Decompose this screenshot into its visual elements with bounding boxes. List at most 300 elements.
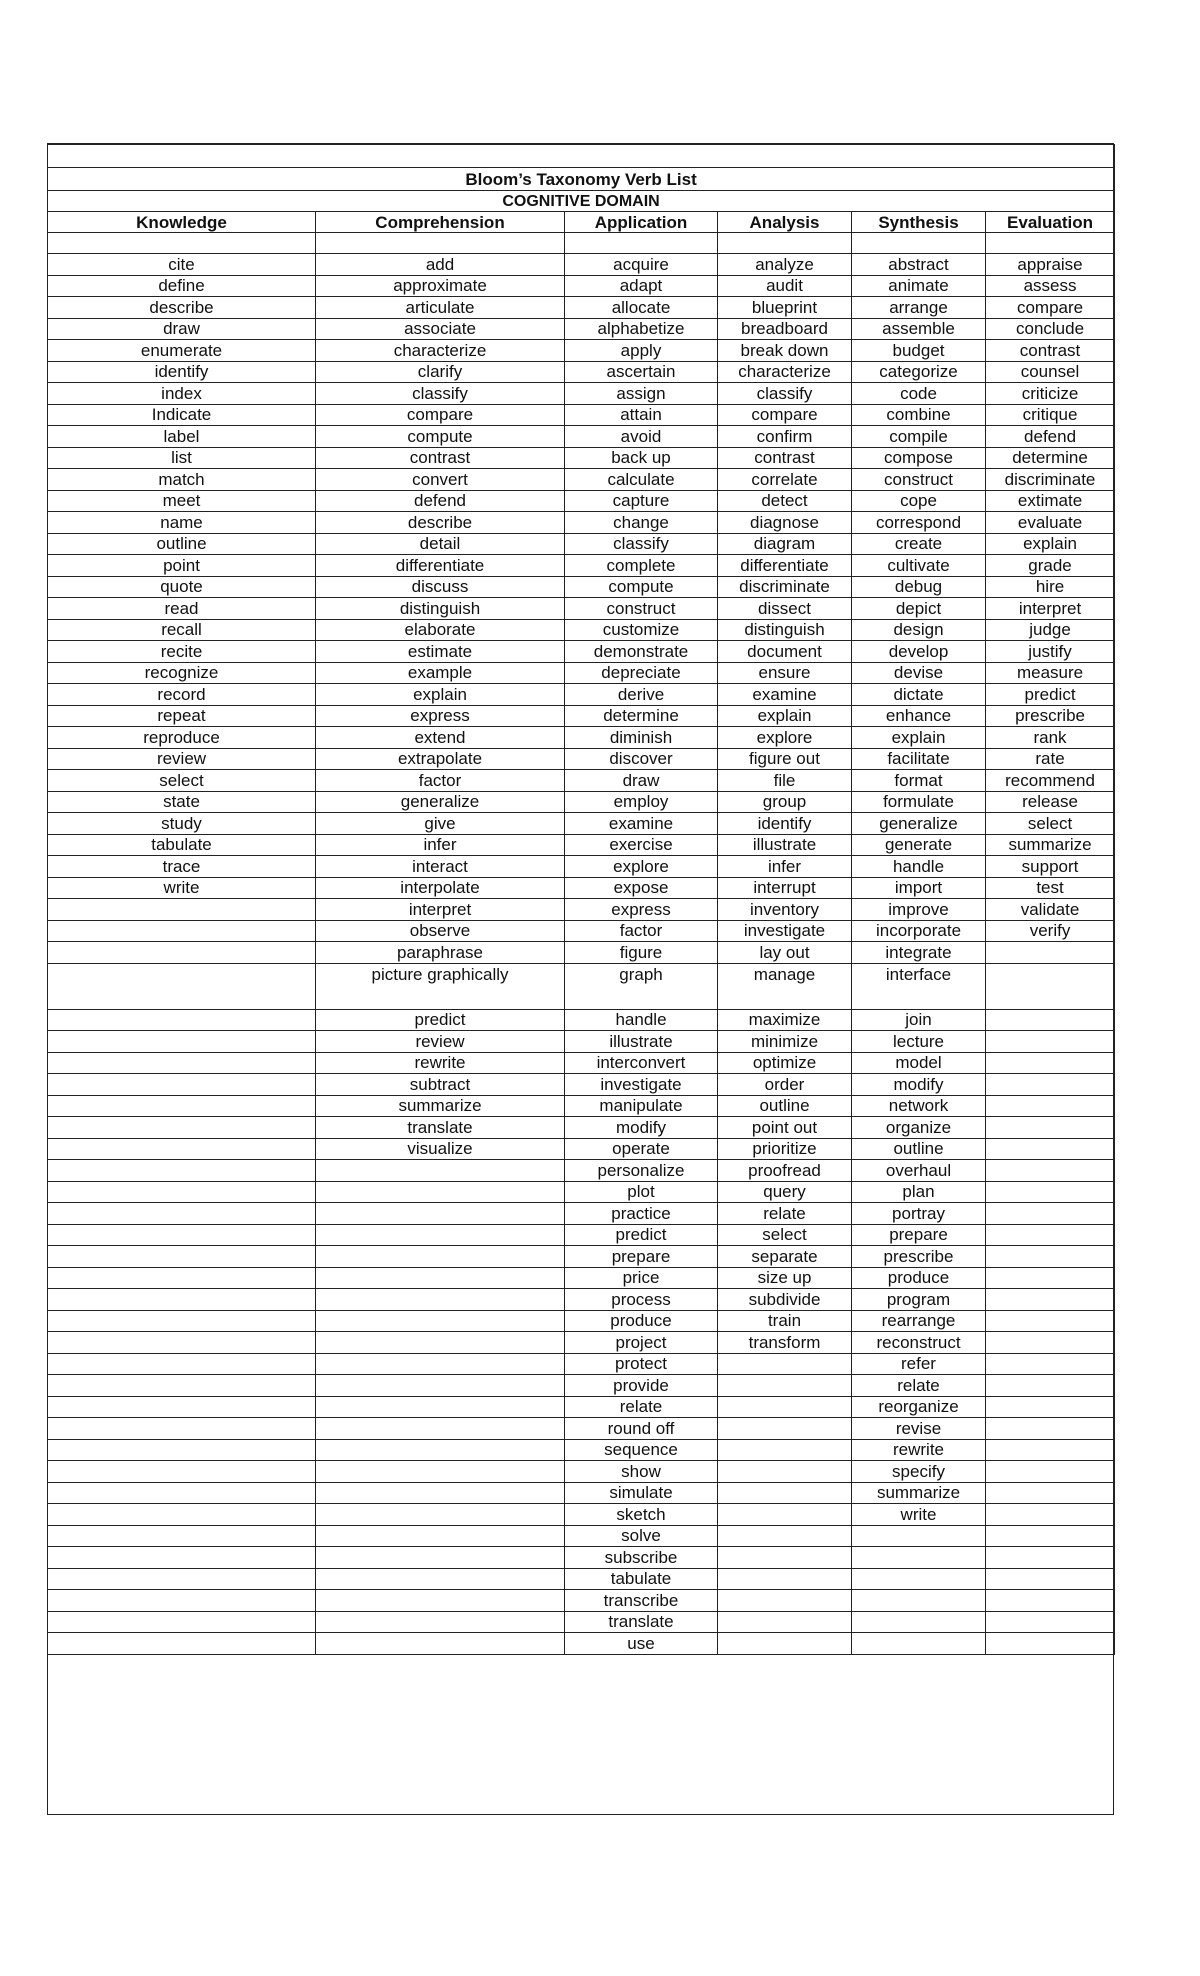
table-row [48, 662, 1115, 684]
verb-cell-knowledge: match [48, 469, 316, 491]
empty-cell [48, 1590, 316, 1612]
verb-cell-comprehension: convert [316, 469, 565, 491]
table-row [48, 275, 1115, 297]
verb-cell-comprehension: example [316, 662, 565, 684]
verb-cell-knowledge: tabulate [48, 834, 316, 856]
verb-cell-synthesis: summarize [852, 1482, 986, 1504]
verb-cell-analysis: explain [718, 705, 852, 727]
verb-cell-knowledge: repeat [48, 705, 316, 727]
verb-cell-application: project [565, 1332, 718, 1354]
verb-cell-synthesis: produce [852, 1267, 986, 1289]
verb-cell-application: express [565, 899, 718, 921]
table-row [48, 318, 1115, 340]
verb-cell-application: depreciate [565, 662, 718, 684]
verb-cell-synthesis: dictate [852, 684, 986, 706]
empty-cell [718, 1547, 852, 1569]
verb-cell-synthesis: construct [852, 469, 986, 491]
column-header-row [48, 212, 1115, 233]
empty-cell [316, 1418, 565, 1440]
empty-cell [986, 1310, 1115, 1332]
table-row [48, 1504, 1115, 1526]
verb-cell-application: translate [565, 1611, 718, 1633]
empty-cell [48, 1547, 316, 1569]
verb-cell-application: price [565, 1267, 718, 1289]
empty-cell [48, 1353, 316, 1375]
verb-cell-knowledge: read [48, 598, 316, 620]
verb-cell-comprehension: estimate [316, 641, 565, 663]
verb-cell-analysis: confirm [718, 426, 852, 448]
table-row [48, 1461, 1115, 1483]
empty-cell [986, 1117, 1115, 1139]
empty-cell [316, 1504, 565, 1526]
table-row [48, 1203, 1115, 1225]
verb-cell-comprehension: differentiate [316, 555, 565, 577]
verb-cell-application: operate [565, 1138, 718, 1160]
verb-cell-synthesis: compile [852, 426, 986, 448]
verb-cell-analysis: classify [718, 383, 852, 405]
empty-cell [986, 1461, 1115, 1483]
table-row [48, 533, 1115, 555]
table-row [48, 770, 1115, 792]
verb-cell-synthesis: enhance [852, 705, 986, 727]
empty-cell [316, 1181, 565, 1203]
verb-cell-knowledge: point [48, 555, 316, 577]
table-row [48, 856, 1115, 878]
verb-cell-knowledge: describe [48, 297, 316, 319]
verb-cell-application: derive [565, 684, 718, 706]
verb-cell-analysis: dissect [718, 598, 852, 620]
verb-cell-synthesis: model [852, 1052, 986, 1074]
empty-cell [316, 1482, 565, 1504]
empty-cell [718, 1396, 852, 1418]
verb-cell-synthesis: cope [852, 490, 986, 512]
empty-cell [986, 1547, 1115, 1569]
domain-row [48, 191, 1115, 212]
table-row [48, 1418, 1115, 1440]
verb-cell-comprehension: rewrite [316, 1052, 565, 1074]
verb-cell-synthesis: explain [852, 727, 986, 749]
empty-cell [718, 1611, 852, 1633]
empty-cell [986, 1590, 1115, 1612]
table-row [48, 619, 1115, 641]
empty-cell [986, 1418, 1115, 1440]
empty-cell [48, 1461, 316, 1483]
empty-cell [718, 1504, 852, 1526]
verb-cell-synthesis: lecture [852, 1031, 986, 1053]
empty-cell [852, 1568, 986, 1590]
verb-cell-synthesis: revise [852, 1418, 986, 1440]
verb-cell-application: alphabetize [565, 318, 718, 340]
verb-cell-comprehension: predict [316, 1009, 565, 1031]
verb-cell-knowledge: cite [48, 254, 316, 276]
verb-table [47, 144, 1115, 1655]
verb-cell-synthesis: import [852, 877, 986, 899]
empty-cell [48, 1568, 316, 1590]
empty-cell [316, 1633, 565, 1655]
verb-cell-analysis: contrast [718, 447, 852, 469]
empty-cell [986, 1439, 1115, 1461]
verb-cell-application: adapt [565, 275, 718, 297]
verb-cell-comprehension: interact [316, 856, 565, 878]
verb-cell-evaluation: contrast [986, 340, 1115, 362]
verb-cell-application: allocate [565, 297, 718, 319]
verb-cell-evaluation: evaluate [986, 512, 1115, 534]
verb-cell-application: sequence [565, 1439, 718, 1461]
empty-cell [986, 1246, 1115, 1268]
verb-cell-application: exercise [565, 834, 718, 856]
table-row [48, 404, 1115, 426]
empty-cell [48, 1332, 316, 1354]
empty-cell [316, 1590, 565, 1612]
verb-cell-comprehension: extrapolate [316, 748, 565, 770]
verb-cell-application: illustrate [565, 1031, 718, 1053]
verb-cell-comprehension: discuss [316, 576, 565, 598]
empty-cell [316, 1439, 565, 1461]
verb-cell-evaluation: determine [986, 447, 1115, 469]
verb-cell-synthesis: assemble [852, 318, 986, 340]
empty-cell [48, 1095, 316, 1117]
verb-cell-synthesis: relate [852, 1375, 986, 1397]
verb-cell-knowledge: state [48, 791, 316, 813]
verb-cell-knowledge: recognize [48, 662, 316, 684]
verb-cell-analysis: transform [718, 1332, 852, 1354]
table-row [48, 254, 1115, 276]
verb-cell-evaluation: justify [986, 641, 1115, 663]
verb-cell-analysis: minimize [718, 1031, 852, 1053]
verb-cell-synthesis: depict [852, 598, 986, 620]
verb-cell-application: process [565, 1289, 718, 1311]
empty-cell [48, 1203, 316, 1225]
verb-cell-evaluation: recommend [986, 770, 1115, 792]
verb-cell-analysis: outline [718, 1095, 852, 1117]
verb-cell-synthesis: debug [852, 576, 986, 598]
verb-cell-knowledge: recite [48, 641, 316, 663]
empty-cell [986, 1482, 1115, 1504]
verb-cell-analysis: examine [718, 684, 852, 706]
verb-cell-analysis: correlate [718, 469, 852, 491]
verb-cell-knowledge: trace [48, 856, 316, 878]
verb-cell-knowledge: index [48, 383, 316, 405]
verb-cell-evaluation: verify [986, 920, 1115, 942]
verb-cell-evaluation: hire [986, 576, 1115, 598]
empty-cell [316, 1568, 565, 1590]
verb-cell-evaluation: validate [986, 899, 1115, 921]
empty-cell [48, 1396, 316, 1418]
verb-cell-application: graph [565, 963, 718, 1009]
table-row [48, 512, 1115, 534]
table-row [48, 813, 1115, 835]
verb-cell-synthesis: reorganize [852, 1396, 986, 1418]
empty-cell [718, 1590, 852, 1612]
verb-cell-evaluation: support [986, 856, 1115, 878]
verb-cell-synthesis: generate [852, 834, 986, 856]
table-row [48, 1181, 1115, 1203]
table-row [48, 791, 1115, 813]
verb-cell-analysis: identify [718, 813, 852, 835]
empty-cell [316, 1461, 565, 1483]
verb-cell-knowledge: identify [48, 361, 316, 383]
verb-cell-comprehension: generalize [316, 791, 565, 813]
verb-cell-analysis: discriminate [718, 576, 852, 598]
table-row [48, 899, 1115, 921]
verb-cell-evaluation: prescribe [986, 705, 1115, 727]
table-row [48, 1482, 1115, 1504]
verb-cell-analysis: differentiate [718, 555, 852, 577]
empty-cell [986, 1375, 1115, 1397]
verb-cell-evaluation: criticize [986, 383, 1115, 405]
verb-cell-application: capture [565, 490, 718, 512]
table-row [48, 877, 1115, 899]
verb-cell-evaluation: assess [986, 275, 1115, 297]
verb-cell-application: simulate [565, 1482, 718, 1504]
verb-cell-knowledge: outline [48, 533, 316, 555]
table-row [48, 1590, 1115, 1612]
verb-cell-knowledge: Indicate [48, 404, 316, 426]
table-row [48, 834, 1115, 856]
empty-cell [48, 1504, 316, 1526]
empty-cell [48, 1031, 316, 1053]
verb-cell-evaluation: measure [986, 662, 1115, 684]
verb-cell-analysis: manage [718, 963, 852, 1009]
empty-cell [48, 1181, 316, 1203]
verb-cell-application: classify [565, 533, 718, 555]
verb-cell-knowledge: enumerate [48, 340, 316, 362]
verb-cell-evaluation: judge [986, 619, 1115, 641]
verb-cell-knowledge: name [48, 512, 316, 534]
verb-cell-application: discover [565, 748, 718, 770]
verb-cell-comprehension: compute [316, 426, 565, 448]
verb-cell-analysis: analyze [718, 254, 852, 276]
verb-cell-application: diminish [565, 727, 718, 749]
table-row [48, 1568, 1115, 1590]
verb-cell-analysis: separate [718, 1246, 852, 1268]
verb-cell-synthesis: write [852, 1504, 986, 1526]
verb-cell-synthesis: organize [852, 1117, 986, 1139]
verb-cell-analysis: group [718, 791, 852, 813]
verb-cell-knowledge: study [48, 813, 316, 835]
verb-cell-analysis: select [718, 1224, 852, 1246]
verb-cell-comprehension: give [316, 813, 565, 835]
empty-cell [718, 1568, 852, 1590]
table-row [48, 426, 1115, 448]
verb-cell-application: employ [565, 791, 718, 813]
empty-cell [316, 1160, 565, 1182]
table-row [48, 748, 1115, 770]
verb-cell-synthesis: join [852, 1009, 986, 1031]
table-row [48, 1117, 1115, 1139]
empty-cell [48, 942, 316, 964]
verb-cell-analysis: distinguish [718, 619, 852, 641]
empty-cell [852, 1633, 986, 1655]
empty-cell [986, 1052, 1115, 1074]
verb-cell-analysis: size up [718, 1267, 852, 1289]
verb-cell-synthesis: specify [852, 1461, 986, 1483]
verb-cell-comprehension: paraphrase [316, 942, 565, 964]
verb-cell-application: construct [565, 598, 718, 620]
empty-cell [316, 1203, 565, 1225]
page-title: Bloom’s Taxonomy Verb List [48, 168, 1115, 191]
verb-cell-analysis: order [718, 1074, 852, 1096]
empty-cell [718, 1461, 852, 1483]
empty-cell [48, 1009, 316, 1031]
verb-cell-synthesis: cultivate [852, 555, 986, 577]
verb-cell-evaluation: critique [986, 404, 1115, 426]
verb-cell-synthesis: formulate [852, 791, 986, 813]
empty-cell [48, 1117, 316, 1139]
empty-cell [986, 1611, 1115, 1633]
verb-cell-analysis: relate [718, 1203, 852, 1225]
empty-cell [986, 1289, 1115, 1311]
empty-cell [718, 1353, 852, 1375]
verb-cell-knowledge: select [48, 770, 316, 792]
empty-cell [316, 1353, 565, 1375]
verb-cell-knowledge: list [48, 447, 316, 469]
empty-cell [986, 1074, 1115, 1096]
empty-cell [316, 1289, 565, 1311]
empty-cell [986, 1009, 1115, 1031]
verb-cell-comprehension: explain [316, 684, 565, 706]
table-row [48, 1074, 1115, 1096]
empty-cell [316, 1267, 565, 1289]
verb-cell-analysis: train [718, 1310, 852, 1332]
table-row [48, 942, 1115, 964]
verb-cell-comprehension: visualize [316, 1138, 565, 1160]
verb-cell-evaluation: conclude [986, 318, 1115, 340]
verb-cell-analysis: maximize [718, 1009, 852, 1031]
table-row [48, 340, 1115, 362]
empty-cell [316, 1332, 565, 1354]
verb-cell-application: compute [565, 576, 718, 598]
verb-cell-application: predict [565, 1224, 718, 1246]
table-row [48, 684, 1115, 706]
verb-cell-knowledge: write [48, 877, 316, 899]
verb-cell-evaluation: explain [986, 533, 1115, 555]
verb-cell-synthesis: reconstruct [852, 1332, 986, 1354]
verb-cell-synthesis: prescribe [852, 1246, 986, 1268]
table-row [48, 1611, 1115, 1633]
verb-cell-synthesis: correspond [852, 512, 986, 534]
verb-cell-synthesis: animate [852, 275, 986, 297]
verb-cell-application: prepare [565, 1246, 718, 1268]
verb-cell-application: subscribe [565, 1547, 718, 1569]
empty-cell [48, 1138, 316, 1160]
verb-cell-comprehension: describe [316, 512, 565, 534]
empty-cell [316, 1375, 565, 1397]
verb-cell-application: protect [565, 1353, 718, 1375]
table-row [48, 1224, 1115, 1246]
empty-cell [986, 1160, 1115, 1182]
empty-cell [986, 1031, 1115, 1053]
empty-cell [48, 1611, 316, 1633]
verb-cell-evaluation: defend [986, 426, 1115, 448]
verb-cell-synthesis: refer [852, 1353, 986, 1375]
empty-cell [316, 1547, 565, 1569]
verb-cell-analysis: figure out [718, 748, 852, 770]
verb-cell-application: use [565, 1633, 718, 1655]
table-row [48, 1267, 1115, 1289]
verb-cell-analysis: proofread [718, 1160, 852, 1182]
verb-cell-application: attain [565, 404, 718, 426]
empty-cell [986, 1568, 1115, 1590]
verb-cell-synthesis: arrange [852, 297, 986, 319]
verb-cell-evaluation: interpret [986, 598, 1115, 620]
empty-cell [48, 1074, 316, 1096]
verb-cell-application: back up [565, 447, 718, 469]
verb-cell-application: acquire [565, 254, 718, 276]
table-row [48, 1009, 1115, 1031]
verb-cell-knowledge: quote [48, 576, 316, 598]
verb-cell-synthesis: compose [852, 447, 986, 469]
empty-cell [852, 1547, 986, 1569]
verb-cell-application: customize [565, 619, 718, 641]
verb-cell-application: explore [565, 856, 718, 878]
verb-cell-application: avoid [565, 426, 718, 448]
column-header-knowledge: Knowledge [48, 212, 316, 233]
table-row [48, 469, 1115, 491]
verb-cell-analysis: file [718, 770, 852, 792]
empty-cell [48, 1525, 316, 1547]
verb-cell-application: relate [565, 1396, 718, 1418]
verb-cell-synthesis: improve [852, 899, 986, 921]
table-row [48, 576, 1115, 598]
table-row [48, 447, 1115, 469]
verb-cell-application: demonstrate [565, 641, 718, 663]
verb-cell-synthesis: combine [852, 404, 986, 426]
verb-cell-comprehension: translate [316, 1117, 565, 1139]
empty-cell [718, 1418, 852, 1440]
empty-cell [48, 1482, 316, 1504]
table-row [48, 383, 1115, 405]
verb-cell-synthesis: categorize [852, 361, 986, 383]
verb-cell-analysis: point out [718, 1117, 852, 1139]
empty-cell [316, 1396, 565, 1418]
verb-cell-synthesis: prepare [852, 1224, 986, 1246]
empty-cell [852, 1525, 986, 1547]
empty-cell [718, 1633, 852, 1655]
verb-cell-synthesis: code [852, 383, 986, 405]
verb-cell-comprehension: factor [316, 770, 565, 792]
empty-cell [48, 920, 316, 942]
empty-cell [852, 1611, 986, 1633]
verb-cell-application: tabulate [565, 1568, 718, 1590]
table-row [48, 1289, 1115, 1311]
verb-cell-evaluation: rate [986, 748, 1115, 770]
verb-cell-application: sketch [565, 1504, 718, 1526]
table-row [48, 920, 1115, 942]
empty-cell [316, 1224, 565, 1246]
empty-cell [48, 1439, 316, 1461]
verb-cell-comprehension: defend [316, 490, 565, 512]
table-row [48, 641, 1115, 663]
table-row [48, 1138, 1115, 1160]
empty-cell [986, 1504, 1115, 1526]
verb-cell-comprehension: subtract [316, 1074, 565, 1096]
table-row [48, 1052, 1115, 1074]
empty-cell [718, 1525, 852, 1547]
verb-cell-synthesis: rearrange [852, 1310, 986, 1332]
table-row [48, 361, 1115, 383]
title-row [48, 168, 1115, 191]
verb-cell-application: draw [565, 770, 718, 792]
domain-heading: COGNITIVE DOMAIN [48, 191, 1115, 212]
verb-cell-comprehension: classify [316, 383, 565, 405]
verb-cell-analysis: ensure [718, 662, 852, 684]
verb-cell-comprehension: infer [316, 834, 565, 856]
verb-cell-comprehension: observe [316, 920, 565, 942]
empty-cell [48, 1160, 316, 1182]
verb-cell-comprehension: interpret [316, 899, 565, 921]
verb-cell-analysis: infer [718, 856, 852, 878]
